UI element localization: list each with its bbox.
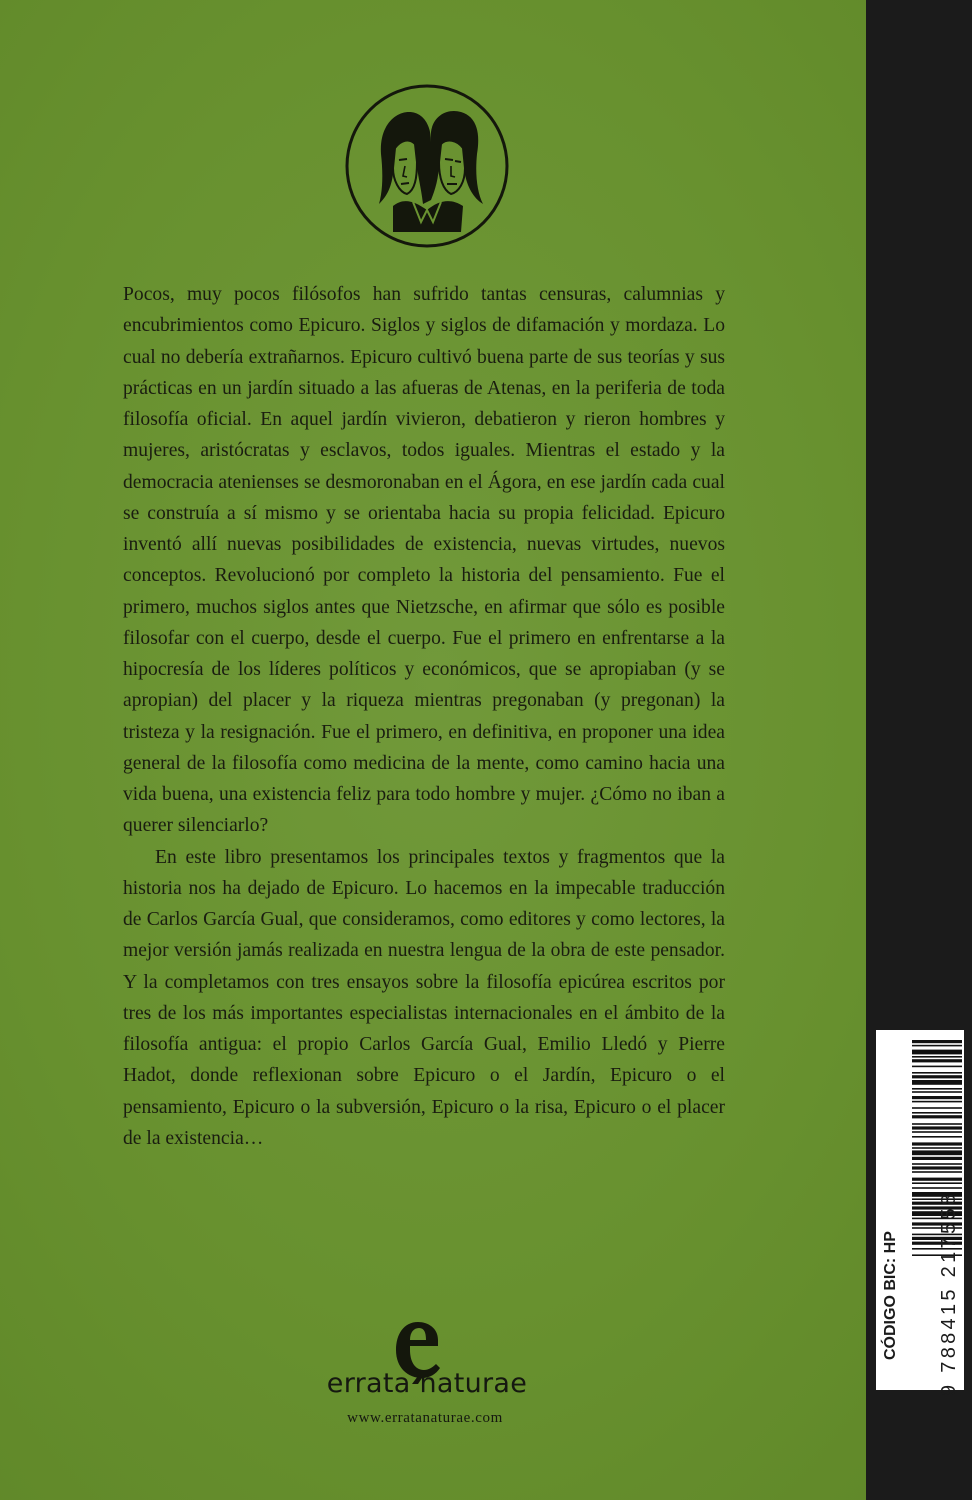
publisher-url: www.erratanaturae.com [347, 1410, 503, 1426]
bic-code-label: CÓDIGO BIC: HP [882, 1231, 899, 1360]
isbn-digits: 9 788415 217558 [938, 1190, 960, 1396]
publisher-name: errata naturae [326, 1368, 528, 1399]
two-faces-emblem-icon [343, 82, 511, 250]
blurb-paragraph-2: En este libro presentamos los principales textos y fragmentos que la historia nos ha dejado de Epicuro. Lo hacemos en la impecable traducción de Carlos García Gual, que consideramos, como editores y como lectores, la mejor versión jamás realizada en nuestra lengua de la obra de este pensador. Y la completamos con tres ensayos sobre la filosofía epicúrea escritos por tres de los más importantes especialistas internacionales en el ámbito de la filosofía antigua: el propio Carlos García Gual, Emilio Lledó y Pierre Hadot, donde reflexionan sobre Epicuro o el Jardín, Epicuro o el pensamiento, Epicuro o la subversión, Epicuro o la risa, Epicuro o el placer de la existencia… [123, 846, 725, 1149]
blurb-paragraph-1: Pocos, muy pocos filósofos han sufrido tantas censuras, calumnias y encubrimientos como Epicuro. Siglos y siglos de difamación y mordaza. Lo cual no debería extrañarnos. Epicuro cultivó buena parte de sus teorías y sus prácticas en un jardín situado a las afueras de Atenas, en la periferia de toda filosofía oficial. En aquel jardín vivieron, debatieron y rieron hombres y mujeres, aristócratas y esclavos, todos iguales. Mientras el estado y la democracia atenienses se desmoronaban en el Ágora, en ese jardín cada cual se construía a sí mismo y se orientaba hacia su propia felicidad. Epicuro inventó allí nuevas posibilidades de existencia, nuevas virtudes, nuevos conceptos. Revolucionó por completo la historia del pensamiento. Fue el primero, muchos siglos antes que Nietzsche, en afirmar que sólo es posible filosofar con el cuerpo, desde el cuerpo. Fue el primero en enfrentarse a la hipocresía de los líderes políticos y económicos, que se apropiaban (y se apropian) del placer y la riqueza mientras pregonaban (y pregonan) la tristeza y la resignación. Fue el primero, en definitiva, en proponer una idea general de la filosofía como medicina de la mente, como camino hacia una vida buena, una existencia feliz para todo hombre y mujer. ¿Cómo no iban a querer silenciarlo? [123, 284, 725, 837]
back-cover-blurb [123, 279, 725, 1154]
